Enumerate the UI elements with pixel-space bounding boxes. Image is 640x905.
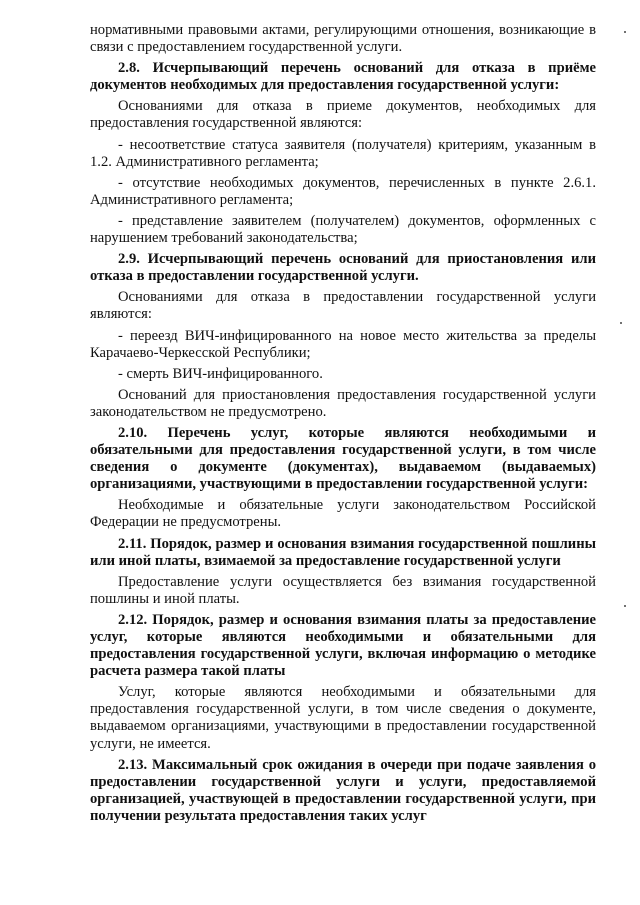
scan-speck [624, 605, 626, 607]
paragraph: - несоответствие статуса заявителя (получателя) критериям, указанным в 1.2. Административного регламента; [90, 136, 596, 170]
paragraph: Услуг, которые являются необходимыми и обязательными для предоставления государственной услуги, в том числе сведения о документе, выдаваемом организациями, участвующими в предоставлении государственной услуги, не имеется. [90, 684, 596, 752]
document-body [90, 22, 596, 829]
section-heading: 2.11. Порядок, размер и основания взимания государственной пошлины или иной платы, взимаемой за предоставление государственной услуги [90, 535, 596, 569]
paragraph: нормативными правовыми актами, регулирующими отношения, возникающие в связи с предоставлением государственной услуги. [90, 22, 596, 56]
section-heading: 2.12. Порядок, размер и основания взимания платы за предоставление услуг, которые являются необходимыми и обязательными для предоставления государственной услуги, включая информацию о методике расчета размера такой платы [90, 611, 596, 680]
paragraph: Необходимые и обязательные услуги законодательством Российской Федерации не предусмотрены. [90, 497, 596, 531]
section-heading: 2.8. Исчерпывающий перечень оснований для отказа в приёме документов необходимых для предоставления государственной услуги: [90, 60, 596, 94]
scan-speck [624, 31, 626, 33]
paragraph: - смерть ВИЧ-инфицированного. [118, 365, 323, 382]
paragraph: - представление заявителем (получателем) документов, оформленных с нарушением требований законодательства; [90, 212, 596, 247]
paragraph: - отсутствие необходимых документов, перечисленных в пункте 2.6.1. Административного регламента; [90, 174, 596, 208]
paragraph: Основаниями для отказа в приеме документов, необходимых для предоставления государственной являются: [90, 98, 596, 132]
paragraph: Оснований для приостановления предоставления государственной услуги законодательством не предусмотрено. [90, 386, 596, 420]
section-heading: 2.9. Исчерпывающий перечень оснований для приостановления или отказа в предоставлении государственной услуги. [90, 251, 596, 285]
paragraph: Основаниями для отказа в предоставлении государственной услуги являются: [90, 289, 596, 323]
section-heading: 2.13. Максимальный срок ожидания в очереди при подаче заявления о предоставлении государственной услуги и услуги, предоставляемой организацией, участвующей в предоставлении государственной услуги, при получении результата предоставления таких услуг [90, 756, 596, 824]
paragraph: - переезд ВИЧ-инфицированного на новое место жительства за пределы Карачаево-Черкесской Республики; [90, 327, 596, 361]
section-heading: 2.10. Перечень услуг, которые являются необходимыми и обязательными для предоставления государственной услуги, в том числе сведения о документе (документах), выдаваемом (выдаваемых) организациями, участвующими в предоставлении государственной услуги: [90, 424, 596, 493]
scan-speck [620, 322, 622, 324]
paragraph: Предоставление услуги осуществляется без взимания государственной пошлины и иной платы. [90, 573, 596, 607]
